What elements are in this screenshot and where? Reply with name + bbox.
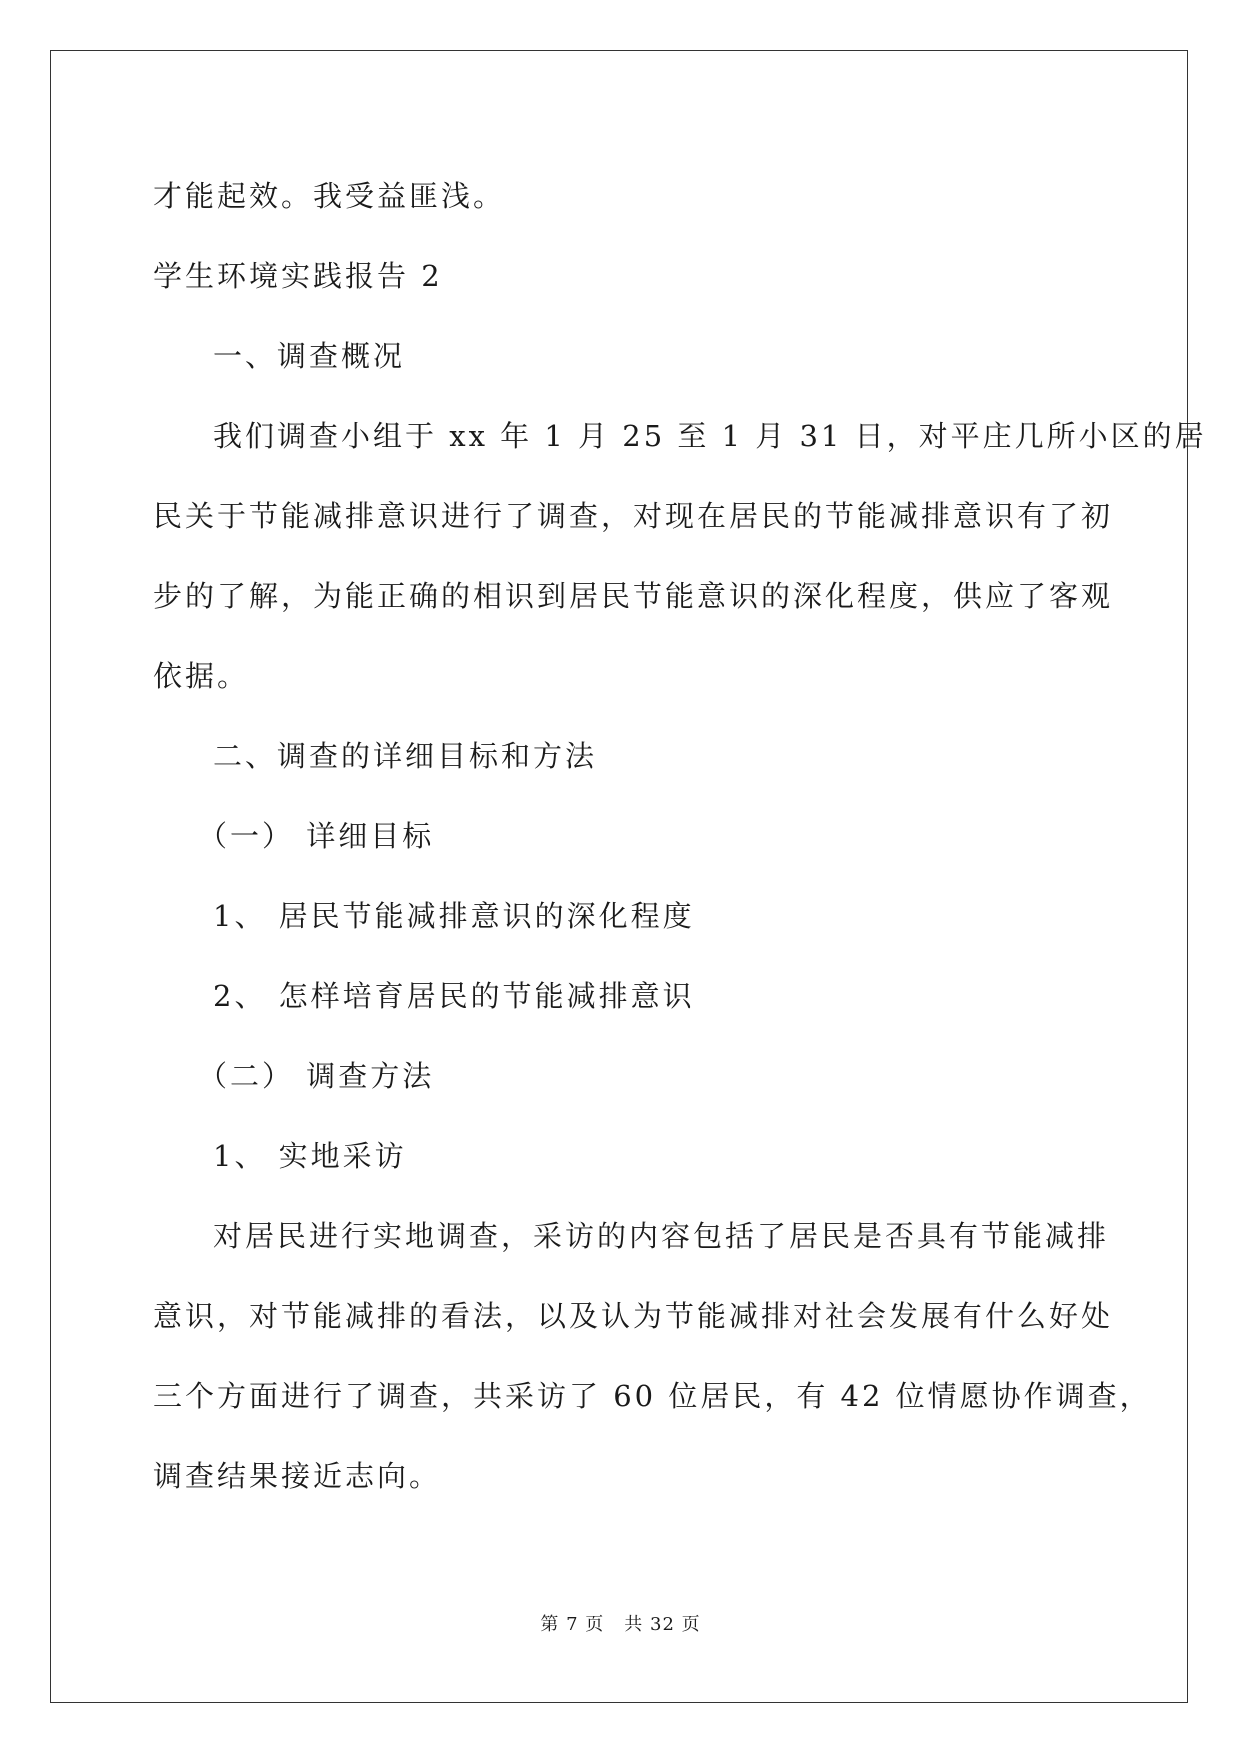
page-number: 第 7 页 — [540, 1614, 605, 1635]
list-item: 1、 居民节能减排意识的深化程度 — [213, 899, 695, 933]
subheading-1: （一） 详细目标 — [198, 819, 435, 853]
heading-2: 二、调查的详细目标和方法 — [213, 739, 598, 773]
heading-1: 一、调查概况 — [213, 339, 406, 373]
paragraph-line: 三个方面进行了调查，共采访了 60 位居民，有 42 位情愿协作调查， — [153, 1379, 1152, 1413]
section-title: 学生环境实践报告 2 — [153, 259, 443, 293]
paragraph-line: 依据。 — [153, 659, 250, 693]
paragraph-line: 民关于节能减排意识进行了调查，对现在居民的节能减排意识有了初 — [153, 499, 1114, 533]
list-item: 1、 实地采访 — [213, 1139, 407, 1173]
page-footer — [0, 1613, 1241, 1637]
paragraph-line: 对居民进行实地调查，采访的内容包括了居民是否具有节能减排 — [213, 1219, 1110, 1253]
page-total: 共 32 页 — [624, 1614, 701, 1635]
paragraph-line: 意识，对节能减排的看法，以及认为节能减排对社会发展有什么好处 — [153, 1299, 1114, 1333]
text-line: 才能起效。我受益匪浅。 — [153, 179, 506, 213]
list-item: 2、 怎样培育居民的节能减排意识 — [213, 979, 695, 1013]
paragraph-line: 步的了解，为能正确的相识到居民节能意识的深化程度，供应了客观 — [153, 579, 1114, 613]
subheading-2: （二） 调查方法 — [198, 1059, 435, 1093]
paragraph-line: 调查结果接近志向。 — [153, 1459, 442, 1493]
paragraph-line: 我们调查小组于 xx 年 1 月 25 至 1 月 31 日，对平庄几所小区的居 — [213, 419, 1207, 453]
